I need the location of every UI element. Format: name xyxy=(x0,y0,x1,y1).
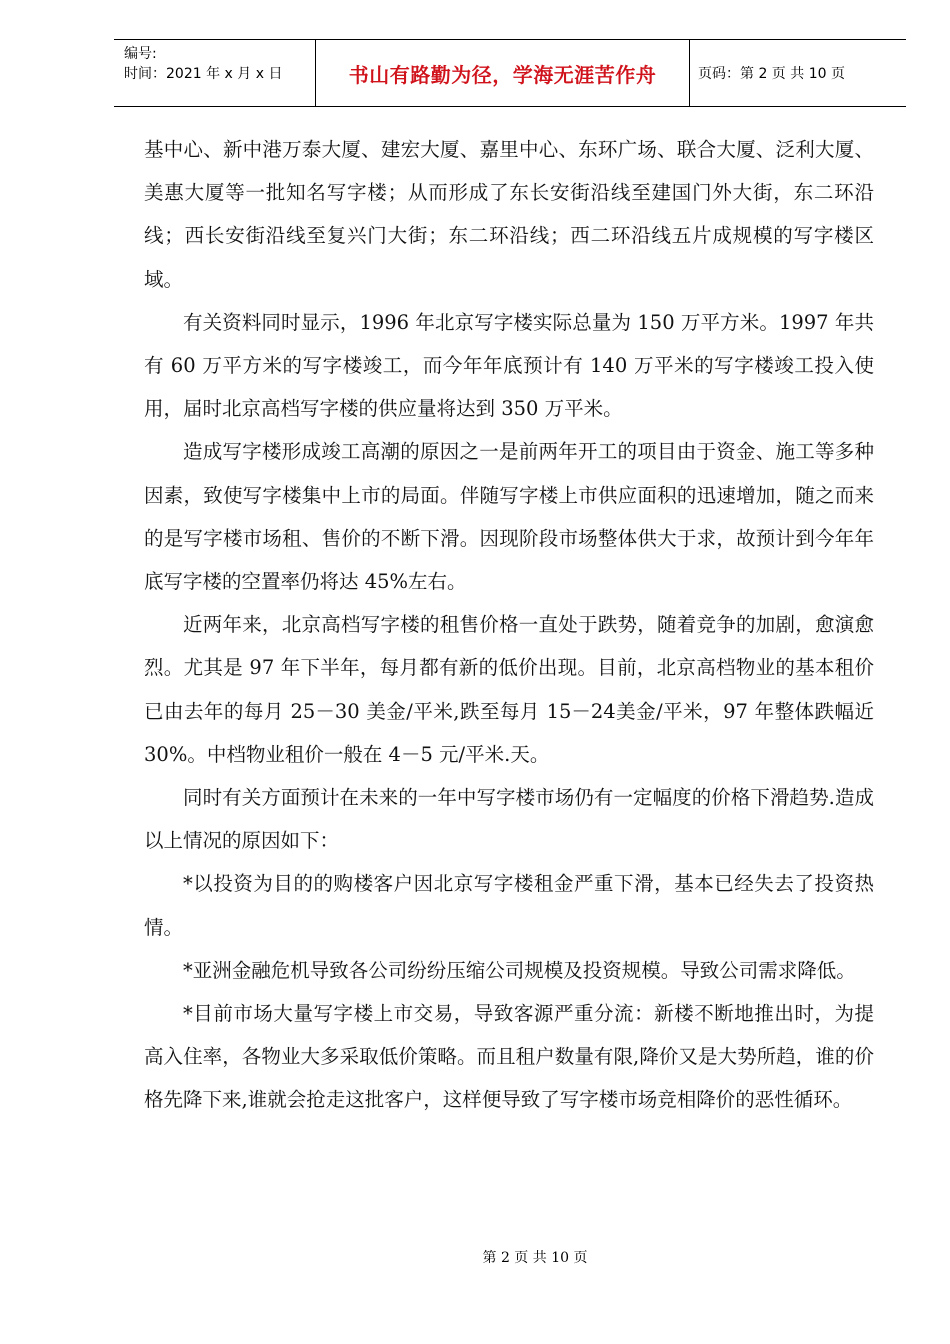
header-motto: 书山有路勤为径，学海无涯苦作舟 xyxy=(316,40,690,106)
page-header xyxy=(114,39,906,107)
document-date: 时间：2021 年 x 月 x 日 xyxy=(124,66,283,82)
body-paragraph: 同时有关方面预计在未来的一年中写字楼市场仍有一定幅度的价格下滑趋势.造成以上情况的原因如下： xyxy=(144,786,874,853)
document-number-label: 编号: xyxy=(124,46,157,62)
bullet-paragraph: *亚洲金融危机导致各公司纷纷压缩公司规模及投资规模。导致公司需求降低。 xyxy=(183,958,856,982)
header-meta xyxy=(114,40,316,106)
body-paragraph: 有关资料同时显示，1996 年北京写字楼实际总量为 150 万平方米。1997 年共有 60 万平方米的写字楼竣工，而今年年底预计有 140 万平米的写字楼竣工投入使用，届时北京高档写字楼的供应量将达到 350 万平米。 xyxy=(144,310,874,421)
header-page-info: 页码：第 2 页 共 10 页 xyxy=(698,66,845,82)
page-footer: 第 2 页 共 10 页 xyxy=(482,1250,588,1266)
bullet-paragraph: *以投资为目的的购楼客户因北京写字楼租金严重下滑，基本已经失去了投资热情。 xyxy=(144,872,874,939)
body-paragraph: 造成写字楼形成竣工高潮的原因之一是前两年开工的项目由于资金、施工等多种因素，致使写字楼集中上市的局面。伴随写字楼上市供应面积的迅速增加，随之而来的是写字楼市场租、售价的不断下滑。因现阶段市场整体供大于求，故预计到今年年底写字楼的空置率仍将达 45%左右。 xyxy=(144,440,874,594)
body-paragraph: 基中心、新中港万泰大厦、建宏大厦、嘉里中心、东环广场、联合大厦、泛利大厦、美惠大厦等一批知名写字楼；从而形成了东长安街沿线至建国门外大街，东二环沿线；西长安街沿线至复兴门大街；东二环沿线；西二环沿线五片成规模的写字楼区域。 xyxy=(144,138,874,291)
bullet-paragraph: *目前市场大量写字楼上市交易，导致客源严重分流：新楼不断地推出时，为提高入住率，各物业大多采取低价策略。而且租户数量有限,降价又是大势所趋，谁的价格先降下来,谁就会抢走这批客户，这样便导致了写字楼市场竞相降价的恶性循环。 xyxy=(144,1002,874,1112)
document-body xyxy=(144,128,874,1122)
body-paragraph: 近两年来，北京高档写字楼的租售价格一直处于跌势，随着竞争的加剧，愈演愈烈。尤其是 97 年下半年，每月都有新的低价出现。目前，北京高档物业的基本租价已由去年的每月 25－30 美金/平米,跌至每月 15－24美金/平米，97 年整体跌幅近 30%。中档物业租价一般在 4－5 元/平米.天。 xyxy=(144,613,874,766)
